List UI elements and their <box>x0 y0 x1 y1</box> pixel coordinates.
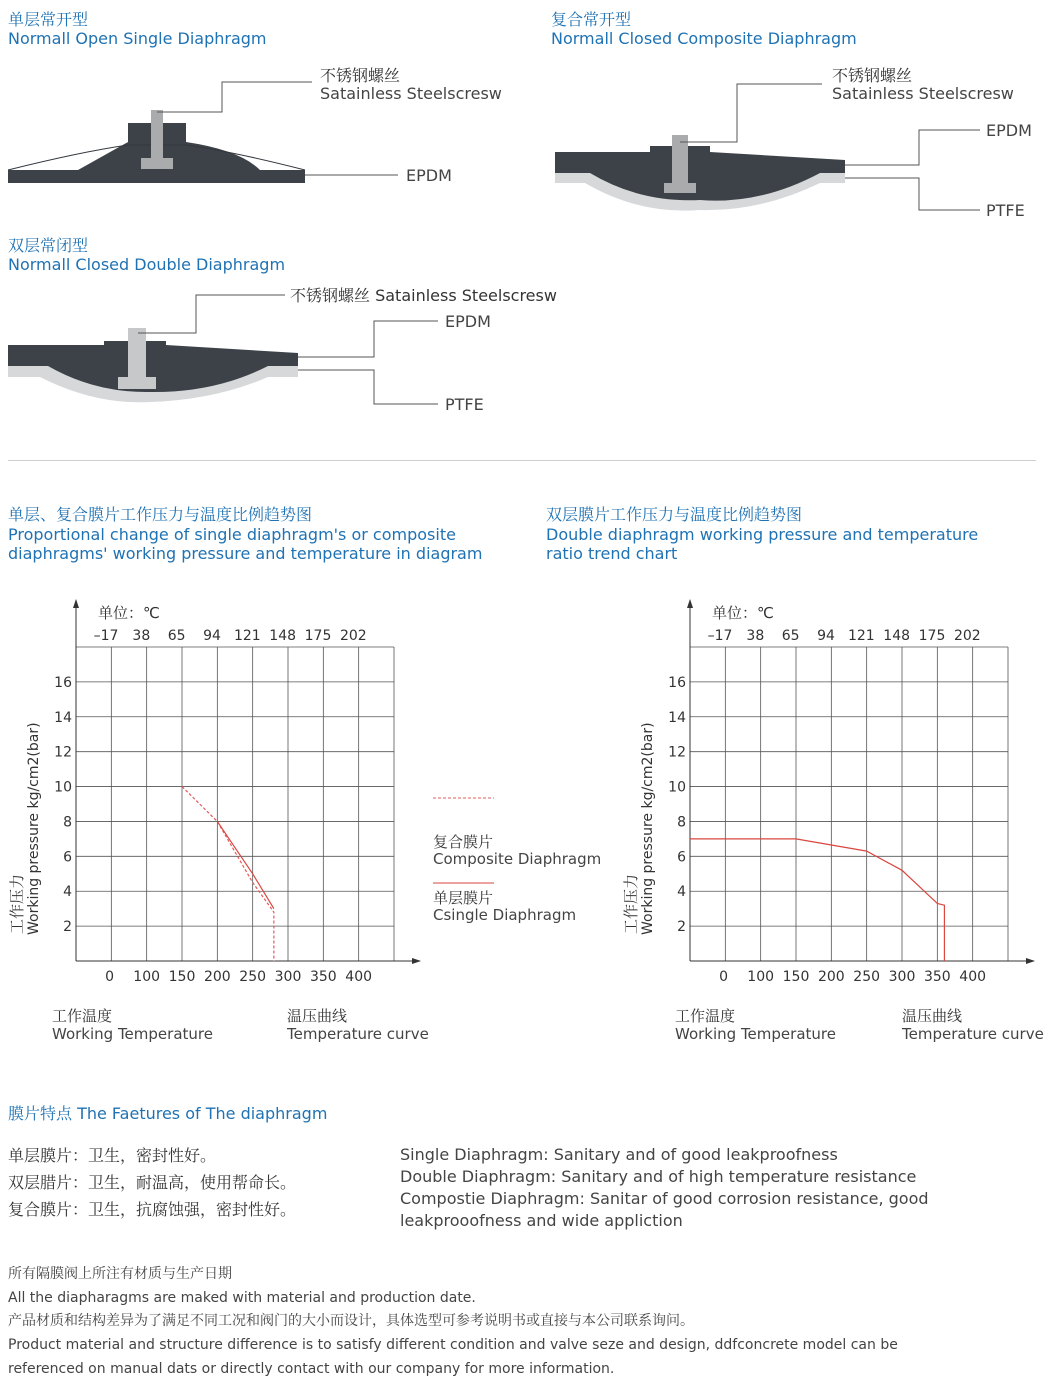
top-tick-label: –17 <box>93 628 119 644</box>
double-diaphragm-title-en: Normall Closed Double Diaphragm <box>8 255 286 274</box>
right-chart-title-cn: 双层膜片工作压力与温度比例趋势图 <box>546 505 803 524</box>
top-tick-label: 121 <box>233 628 261 644</box>
feature-en-double: Double Diaphragm: Sanitary and of high temperature resistance <box>400 1167 917 1186</box>
feature-en-composite-cont: leakprooofness and wide appliction <box>400 1211 683 1230</box>
x-tick-label: 100 <box>133 969 161 985</box>
y-tick-label: 16 <box>54 674 72 691</box>
legend-single-en: Csingle Diaphragm <box>433 906 577 924</box>
right-xlabel-en: Working Temperature <box>675 1025 836 1043</box>
epdm-label: EPDM <box>406 166 452 185</box>
x-tick-label: 250 <box>853 969 881 985</box>
feature-en-composite: Compostie Diaphragm: Sanitar of good corrosion resistance, good <box>400 1189 929 1208</box>
y-tick-label: 4 <box>677 884 686 901</box>
y-axis-label-en: Working pressure kg/cm2(bar) <box>640 722 656 935</box>
single-diaphragm-title-cn: 单层常开型 <box>8 10 89 29</box>
left-curve-label-cn: 温压曲线 <box>287 1007 348 1025</box>
x-axis-arrow <box>412 958 421 964</box>
x-tick-label: 350 <box>923 969 951 985</box>
top-tick-label: 94 <box>203 628 221 644</box>
y-tick-label: 4 <box>63 884 72 901</box>
y-tick-label: 10 <box>54 779 72 796</box>
epdm-label: EPDM <box>445 312 491 331</box>
left-pressure-temperature-chart <box>0 590 440 1050</box>
y-axis-label-cn: 工作压力 <box>8 873 26 934</box>
feature-cn-composite: 复合膜片：卫生，抗腐蚀强，密封性好。 <box>8 1200 297 1219</box>
x-tick-label: 150 <box>782 969 810 985</box>
y-tick-label: 6 <box>63 849 72 866</box>
screw-label-cn: 不锈钢螺丝 <box>320 66 401 85</box>
left-xlabel-cn: 工作温度 <box>52 1007 113 1025</box>
y-tick-label: 8 <box>63 814 72 831</box>
right-chart-title-en-1: Double diaphragm working pressure and temperature <box>546 525 979 544</box>
footer-line-4: Product material and structure difference is to satisfy different condition and valve seze and design, ddfconcrete model can be <box>8 1337 898 1353</box>
right-pressure-temperature-chart <box>614 590 1048 1050</box>
series-line <box>217 821 274 908</box>
left-chart-title-cn: 单层、复合膜片工作压力与温度比例趋势图 <box>8 505 313 524</box>
x-tick-label: 0 <box>719 969 729 985</box>
top-tick-label: 148 <box>269 628 297 644</box>
top-tick-label: 38 <box>746 628 765 644</box>
x-tick-label: 200 <box>817 969 845 985</box>
top-tick-label: 94 <box>817 628 835 644</box>
y-tick-label: 6 <box>677 849 686 866</box>
x-tick-label: 0 <box>105 969 115 985</box>
right-xlabel-cn: 工作温度 <box>675 1007 736 1025</box>
screw-label-cn: 不锈钢螺丝 <box>832 66 913 85</box>
y-axis-arrow <box>687 599 693 608</box>
top-tick-label: 202 <box>339 628 367 644</box>
epdm-label: EPDM <box>986 121 1032 140</box>
series-line <box>690 839 944 961</box>
y-tick-label: 2 <box>63 919 72 936</box>
left-xlabel-en: Working Temperature <box>52 1025 213 1043</box>
section-divider <box>8 460 1036 461</box>
screw-label-en: Satainless Steelscresw <box>832 84 1014 103</box>
chart-grid <box>690 647 1008 961</box>
x-tick-label: 100 <box>747 969 775 985</box>
legend-single-cn: 单层膜片 <box>433 889 494 907</box>
x-tick-label: 300 <box>888 969 916 985</box>
y-tick-label: 10 <box>668 779 686 796</box>
y-tick-label: 2 <box>677 919 686 936</box>
single-diaphragm-title-en: Normall Open Single Diaphragm <box>8 29 267 48</box>
top-tick-label: 175 <box>918 628 946 644</box>
ptfe-label: PTFE <box>986 201 1025 220</box>
y-tick-label: 12 <box>54 744 72 761</box>
composite-diaphragm-title-cn: 复合常开型 <box>551 10 632 29</box>
feature-cn-single: 单层膜片：卫生，密封性好。 <box>8 1146 217 1165</box>
legend-composite-en: Composite Diaphragm <box>433 850 602 868</box>
left-chart-title-en-1: Proportional change of single diaphragm's or composite <box>8 525 456 544</box>
screw-label: 不锈钢螺丝 Satainless Steelscresw <box>290 286 557 305</box>
unit-label: 单位：℃ <box>712 604 774 622</box>
feature-en-single: Single Diaphragm: Sanitary and of good leakproofness <box>400 1145 838 1164</box>
right-curve-label-cn: 温压曲线 <box>902 1007 963 1025</box>
top-tick-label: 148 <box>883 628 911 644</box>
x-tick-label: 200 <box>203 969 231 985</box>
y-axis-label-en: Working pressure kg/cm2(bar) <box>26 722 42 935</box>
footer-line-5: referenced on manual dats or directly contact with our company for more information. <box>8 1361 615 1377</box>
feature-cn-double: 双层腊片：卫生，耐温高，使用帮命长。 <box>8 1173 297 1192</box>
top-tick-label: 65 <box>167 628 186 644</box>
right-chart-title-en-2: ratio trend chart <box>546 544 678 563</box>
footer-line-2: All the diapharagms are maked with material and production date. <box>8 1290 476 1306</box>
unit-label: 单位：℃ <box>98 604 160 622</box>
ptfe-label: PTFE <box>445 395 484 414</box>
x-tick-label: 250 <box>239 969 267 985</box>
screw-label-en: Satainless Steelscresw <box>320 84 502 103</box>
double-diaphragm-title-cn: 双层常闭型 <box>8 236 89 255</box>
y-tick-label: 16 <box>668 674 686 691</box>
top-tick-label: –17 <box>707 628 733 644</box>
top-tick-label: 202 <box>953 628 981 644</box>
composite-diaphragm-title-en: Normall Closed Composite Diaphragm <box>551 29 857 48</box>
x-tick-label: 350 <box>309 969 337 985</box>
top-tick-label: 65 <box>781 628 800 644</box>
x-tick-label: 300 <box>274 969 302 985</box>
y-tick-label: 14 <box>668 709 686 726</box>
series-line <box>182 787 274 961</box>
right-curve-label-en: Temperature curve <box>902 1025 1044 1043</box>
y-axis-label-cn: 工作压力 <box>622 873 640 934</box>
x-axis-arrow <box>1026 958 1035 964</box>
chart-grid <box>76 647 394 961</box>
footer-line-3: 产品材质和结构差异为了满足不同工况和阀门的大小而设计，具体选型可参考说明书或直接与本公司联系询问。 <box>8 1313 694 1329</box>
top-tick-label: 38 <box>132 628 151 644</box>
double-diaphragm-illustration <box>0 0 520 420</box>
features-title: 膜片特点 The Faetures of The diaphragm <box>8 1104 328 1123</box>
x-tick-label: 150 <box>168 969 196 985</box>
y-axis-arrow <box>73 599 79 608</box>
x-tick-label: 400 <box>959 969 987 985</box>
top-tick-label: 121 <box>847 628 875 644</box>
y-tick-label: 12 <box>668 744 686 761</box>
x-tick-label: 400 <box>345 969 373 985</box>
left-chart-title-en-2: diaphragms' working pressure and temperature in diagram <box>8 544 483 563</box>
legend-composite-cn: 复合膜片 <box>433 833 494 851</box>
y-tick-label: 8 <box>677 814 686 831</box>
y-tick-label: 14 <box>54 709 72 726</box>
top-tick-label: 175 <box>304 628 332 644</box>
left-curve-label-en: Temperature curve <box>287 1025 429 1043</box>
footer-line-1: 所有隔膜阀上所注有材质与生产日期 <box>8 1266 232 1282</box>
